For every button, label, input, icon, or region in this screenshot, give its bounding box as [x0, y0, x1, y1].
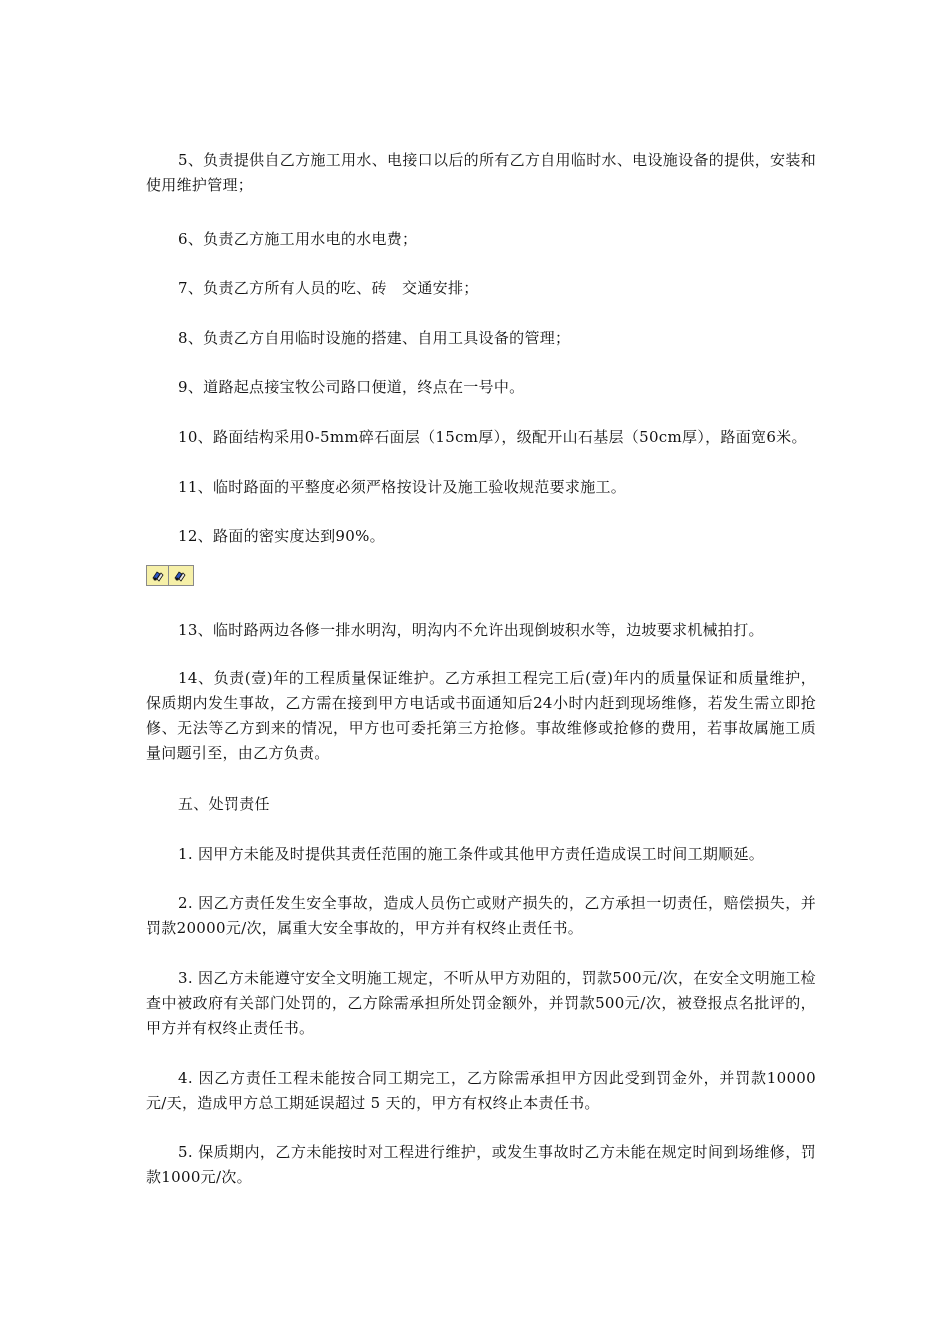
section-heading-penalty: 五、处罚责任 — [178, 795, 270, 813]
paragraph-item-5: 5、负责提供自乙方施工用水、电接口以后的所有乙方自用临时水、电设施设备的提供，安装和使用维护管理； — [146, 151, 816, 194]
penalty-item-2: 2. 因乙方责任发生安全事故，造成人员伤亡或财产损失的，乙方承担一切责任，赔偿损失，并罚款20000元/次，属重大安全事故的，甲方并有权终止责任书。 — [146, 894, 816, 937]
paragraph-item-13: 13、临时路两边各修一排水明沟，明沟内不允许出现倒坡积水等，边坡要求机械拍打。 — [178, 621, 764, 639]
paragraph-item-10: 10、路面结构采用0-5mm碎石面层（15cm厚），级配开山石基层（50cm厚），路面宽6米。 — [178, 428, 807, 446]
paragraph-item-14: 14、负责(壹)年的工程质量保证维护。乙方承担工程完工后(壹)年内的质量保证和质量维护，保质期内发生事故，乙方需在接到甲方电话或书面通知后24小时内赶到现场维修，若发生需立即抢修、无法等乙方到来的情况，甲方也可委托第三方抢修。事故维修或抢修的费用，若事故属施工质量问题引至，由乙方负责。 — [146, 669, 816, 762]
penalty-item-3: 3. 因乙方未能遵守安全文明施工规定，不听从甲方劝阻的，罚款500元/次，在安全文明施工检查中被政府有关部门处罚的，乙方除需承担所处罚金额外，并罚款500元/次，被登报点名批评的，甲方并有权终止责任书。 — [146, 969, 816, 1037]
paragraph-item-6: 6、负责乙方施工用水电的水电费； — [178, 230, 418, 248]
embedded-object-icons[interactable] — [146, 565, 194, 586]
paragraph-item-12: 12、路面的密实度达到90%。 — [178, 527, 385, 545]
paragraph-item-8: 8、负责乙方自用临时设施的搭建、自用工具设备的管理； — [178, 329, 571, 347]
link-object-icon[interactable] — [169, 566, 191, 585]
penalty-item-5: 5. 保质期内，乙方未能按时对工程进行维护，或发生事故时乙方未能在规定时间到场维修，罚款1000元/次。 — [146, 1143, 816, 1186]
paragraph-item-9: 9、道路起点接宝牧公司路口便道，终点在一号中。 — [178, 378, 525, 396]
paragraph-item-7: 7、负责乙方所有人员的吃、砖 交通安排； — [178, 279, 479, 297]
paragraph-item-11: 11、临时路面的平整度必须严格按设计及施工验收规范要求施工。 — [178, 478, 627, 496]
penalty-item-1: 1. 因甲方未能及时提供其责任范围的施工条件或其他甲方责任造成误工时间工期顺延。 — [178, 845, 765, 863]
link-object-icon[interactable] — [147, 566, 169, 585]
penalty-item-4: 4. 因乙方责任工程未能按合同工期完工，乙方除需承担甲方因此受到罚金外，并罚款10000元/天，造成甲方总工期延误超过 5 天的，甲方有权终止本责任书。 — [146, 1069, 816, 1112]
